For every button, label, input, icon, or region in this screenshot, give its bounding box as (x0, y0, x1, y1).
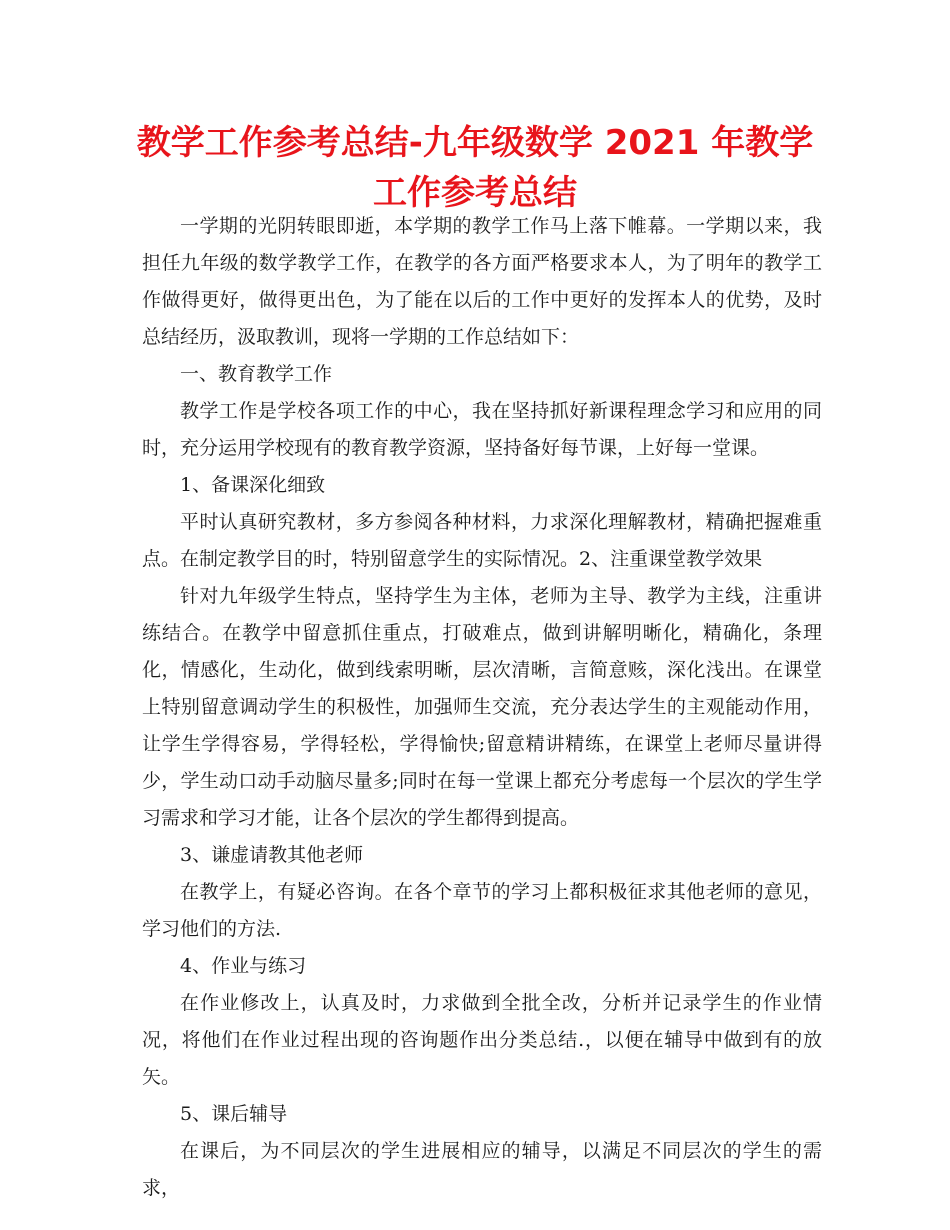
subheading-consult-teachers: 3、谦虚请教其他老师 (180, 844, 364, 866)
section-heading-teaching-work: 一、教育教学工作 (180, 363, 333, 385)
paragraph-intro: 一学期的光阴转眼即逝，本学期的教学工作马上落下帷幕。一学期以来，我担任九年级的数学教学工作，在教学的各方面严格要求本人，为了明年的教学工作做得更好，做得更出色，为了能在以后的工作中更好的发挥本人的优势，及时总结经历，汲取教训，现将一学期的工作总结如下： (142, 215, 822, 348)
paragraph-after-class: 在课后，为不同层次的学生进展相应的辅导，以满足不同层次的学生的需求， (142, 1140, 822, 1199)
paragraph-consult-teachers: 在教学上，有疑必咨询。在各个章节的学习上都积极征求其他老师的意见，学习他们的方法. (142, 881, 822, 940)
paragraph-classroom-effect: 针对九年级学生特点，坚持学生为主体，老师为主导、教学为主线，注重讲练结合。在教学中留意抓住重点，打破难点，做到讲解明晰化，精确化，条理化，情感化，生动化，做到线索明晰，层次清晰，言简意赅，深化浅出。在课堂上特别留意调动学生的积极性，加强师生交流，充分表达学生的主观能动作用，让学生学得容易，学得轻松，学得愉快;留意精讲精练，在课堂上老师尽量讲得少，学生动口动手动脑尽量多;同时在每一堂课上都充分考虑每一个层次的学生学习需求和学习才能，让各个层次的学生都得到提高。 (142, 585, 822, 829)
document-title: 教学工作参考总结-九年级数学 2021 年教学工作参考总结 (136, 123, 814, 213)
subheading-lesson-prep: 1、备课深化细致 (180, 474, 326, 496)
document-body (142, 208, 822, 1207)
subheading-after-class: 5、课后辅导 (180, 1103, 288, 1125)
subheading-homework: 4、作业与练习 (180, 955, 307, 977)
paragraph-teaching-work: 教学工作是学校各项工作的中心，我在坚持抓好新课程理念学习和应用的同时，充分运用学校现有的教育教学资源，坚持备好每节课，上好每一堂课。 (142, 400, 822, 459)
paragraph-homework: 在作业修改上，认真及时，力求做到全批全改，分析并记录学生的作业情况，将他们在作业过程出现的咨询题作出分类总结.，以便在辅导中做到有的放矢。 (142, 992, 822, 1088)
paragraph-lesson-prep: 平时认真研究教材，多方参阅各种材料，力求深化理解教材，精确把握难重点。在制定教学目的时，特别留意学生的实际情况。2、注重课堂教学效果 (142, 511, 822, 570)
